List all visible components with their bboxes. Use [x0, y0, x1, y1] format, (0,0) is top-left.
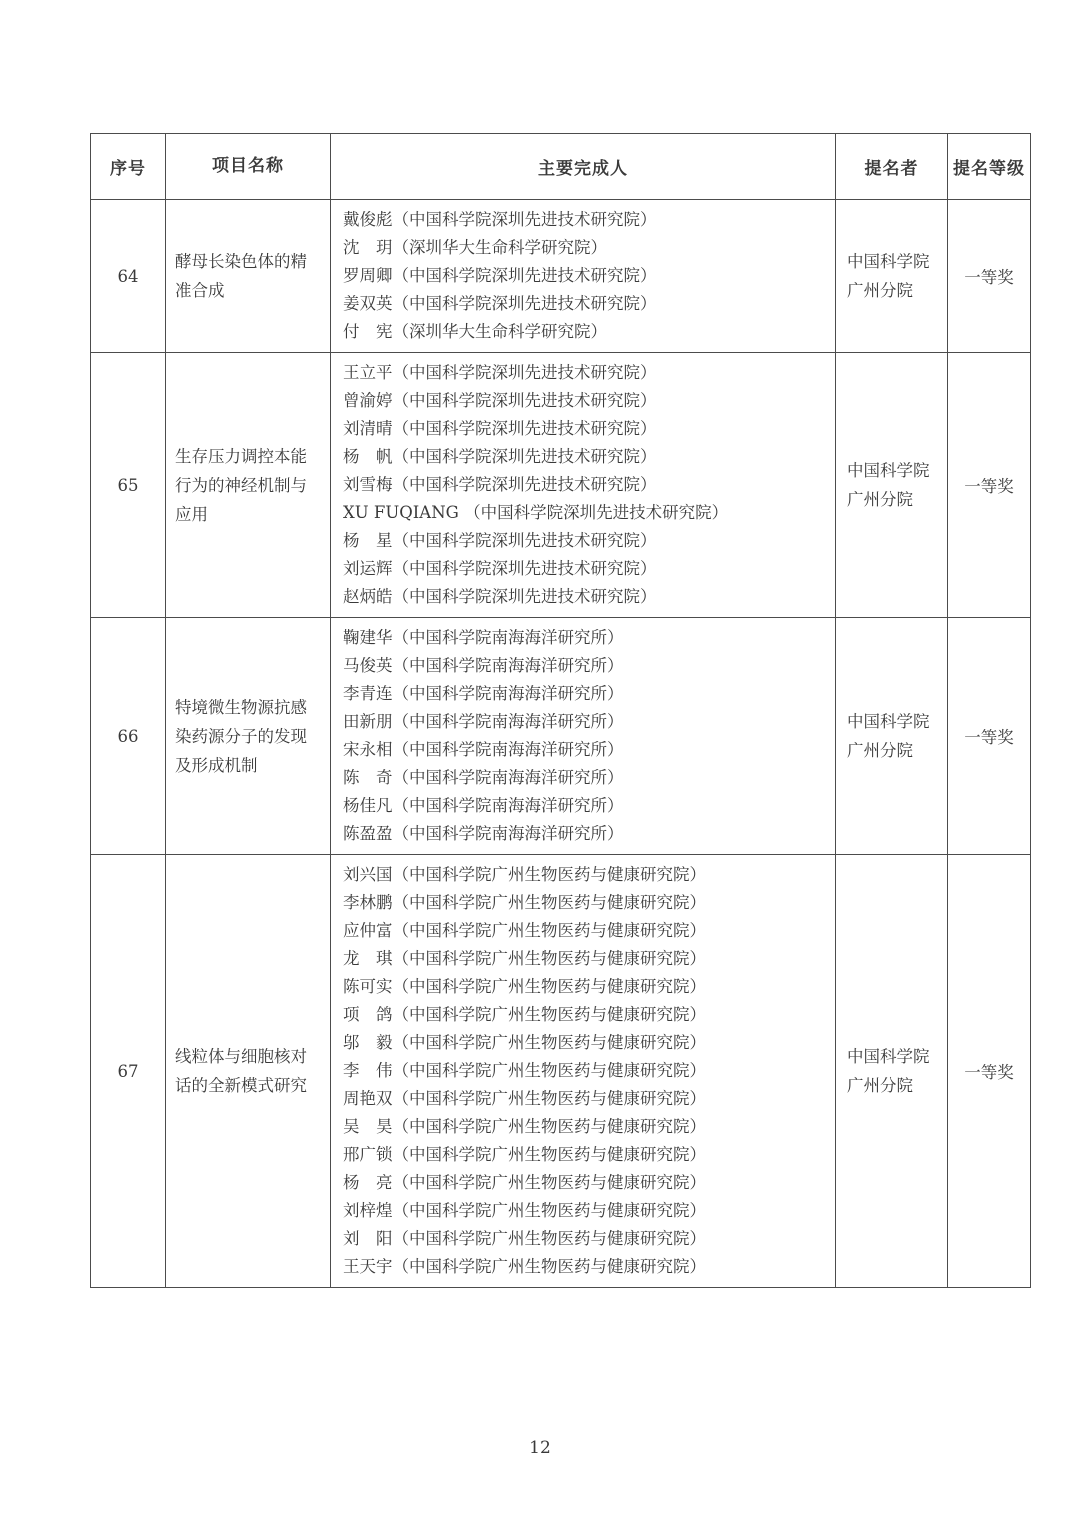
project-name: 生存压力调控本能行为的神经机制与应用	[166, 353, 331, 618]
row-serial-number: 66	[91, 618, 166, 855]
table-row	[91, 855, 1031, 1288]
nominator-line: 广州分院	[847, 490, 913, 509]
table-row	[91, 200, 1031, 353]
completer-line: 姜双英（中国科学院深圳先进技术研究院）	[343, 294, 657, 313]
project-name: 线粒体与细胞核对话的全新模式研究	[166, 855, 331, 1288]
completer-line: 戴俊彪（中国科学院深圳先进技术研究院）	[343, 210, 657, 229]
completer-line: 罗周卿（中国科学院深圳先进技术研究院）	[343, 266, 657, 285]
project-name: 酵母长染色体的精准合成	[166, 200, 331, 353]
completers-cell	[331, 855, 836, 1288]
row-serial-number: 67	[91, 855, 166, 1288]
completer-line: 李林鹏（中国科学院广州生物医药与健康研究院）	[343, 893, 706, 912]
nomination-level: 一等奖	[948, 200, 1031, 353]
completer-line: 刘运辉（中国科学院深圳先进技术研究院）	[343, 559, 657, 578]
nominator-line: 中国科学院	[847, 712, 930, 731]
page-number: 12	[529, 1438, 551, 1458]
table-row	[91, 618, 1031, 855]
completer-line: 付 宪（深圳华大生命科学研究院）	[343, 322, 607, 341]
nominator-line: 中国科学院	[847, 252, 930, 271]
completer-line: 龙 琪（中国科学院广州生物医药与健康研究院）	[343, 949, 706, 968]
completer-line: 吴 昊（中国科学院广州生物医药与健康研究院）	[343, 1117, 706, 1136]
completers-cell	[331, 353, 836, 618]
completer-line: 王立平（中国科学院深圳先进技术研究院）	[343, 363, 657, 382]
nomination-level: 一等奖	[948, 353, 1031, 618]
nominator-cell	[836, 353, 948, 618]
completer-line: 刘清晴（中国科学院深圳先进技术研究院）	[343, 419, 657, 438]
completer-line: 刘梓煌（中国科学院广州生物医药与健康研究院）	[343, 1201, 706, 1220]
completer-line: 陈盈盈（中国科学院南海海洋研究所）	[343, 824, 624, 843]
completer-line: XU FUQIANG （中国科学院深圳先进技术研究院）	[343, 503, 729, 522]
nominator-line: 中国科学院	[847, 461, 930, 480]
completer-line: 曾渝婷（中国科学院深圳先进技术研究院）	[343, 391, 657, 410]
completer-line: 沈 玥（深圳华大生命科学研究院）	[343, 238, 607, 257]
awards-table	[90, 133, 1031, 1288]
completer-line: 田新朋（中国科学院南海海洋研究所）	[343, 712, 624, 731]
nominator-cell	[836, 855, 948, 1288]
nominator-cell	[836, 200, 948, 353]
completer-line: 项 鸽（中国科学院广州生物医药与健康研究院）	[343, 1005, 706, 1024]
nomination-level: 一等奖	[948, 618, 1031, 855]
completer-line: 杨 亮（中国科学院广州生物医药与健康研究院）	[343, 1173, 706, 1192]
completers-cell	[331, 200, 836, 353]
row-serial-number: 65	[91, 353, 166, 618]
nominator-line: 广州分院	[847, 741, 913, 760]
table-body	[91, 200, 1031, 1288]
col-header-level: 提名等级	[948, 134, 1031, 200]
row-serial-number: 64	[91, 200, 166, 353]
completer-line: 赵炳皓（中国科学院深圳先进技术研究院）	[343, 587, 657, 606]
col-header-project: 项目名称	[166, 134, 331, 200]
completer-line: 李青连（中国科学院南海海洋研究所）	[343, 684, 624, 703]
completer-line: 马俊英（中国科学院南海海洋研究所）	[343, 656, 624, 675]
table-row	[91, 353, 1031, 618]
completer-line: 宋永相（中国科学院南海海洋研究所）	[343, 740, 624, 759]
completers-cell	[331, 618, 836, 855]
completer-line: 陈 奇（中国科学院南海海洋研究所）	[343, 768, 624, 787]
completer-line: 杨佳凡（中国科学院南海海洋研究所）	[343, 796, 624, 815]
completer-line: 王天宇（中国科学院广州生物医药与健康研究院）	[343, 1257, 706, 1276]
completer-line: 鞠建华（中国科学院南海海洋研究所）	[343, 628, 624, 647]
completer-line: 刘雪梅（中国科学院深圳先进技术研究院）	[343, 475, 657, 494]
completer-line: 应仲富（中国科学院广州生物医药与健康研究院）	[343, 921, 706, 940]
col-header-nominator: 提名者	[836, 134, 948, 200]
col-header-serial: 序号	[91, 134, 166, 200]
header-row	[91, 134, 1031, 200]
nomination-level: 一等奖	[948, 855, 1031, 1288]
completer-line: 李 伟（中国科学院广州生物医药与健康研究院）	[343, 1061, 706, 1080]
nominator-cell	[836, 618, 948, 855]
completer-line: 杨 星（中国科学院深圳先进技术研究院）	[343, 531, 657, 550]
completer-line: 刘兴国（中国科学院广州生物医药与健康研究院）	[343, 865, 706, 884]
nominator-line: 广州分院	[847, 281, 913, 300]
completer-line: 邢广锁（中国科学院广州生物医药与健康研究院）	[343, 1145, 706, 1164]
project-name: 特境微生物源抗感染药源分子的发现及形成机制	[166, 618, 331, 855]
completer-line: 杨 帆（中国科学院深圳先进技术研究院）	[343, 447, 657, 466]
nominator-line: 中国科学院	[847, 1047, 930, 1066]
completer-line: 刘 阳（中国科学院广州生物医药与健康研究院）	[343, 1229, 706, 1248]
col-header-completers: 主要完成人	[331, 134, 836, 200]
completer-line: 邬 毅（中国科学院广州生物医药与健康研究院）	[343, 1033, 706, 1052]
nominator-line: 广州分院	[847, 1076, 913, 1095]
completer-line: 周艳双（中国科学院广州生物医药与健康研究院）	[343, 1089, 706, 1108]
completer-line: 陈可实（中国科学院广州生物医药与健康研究院）	[343, 977, 706, 996]
